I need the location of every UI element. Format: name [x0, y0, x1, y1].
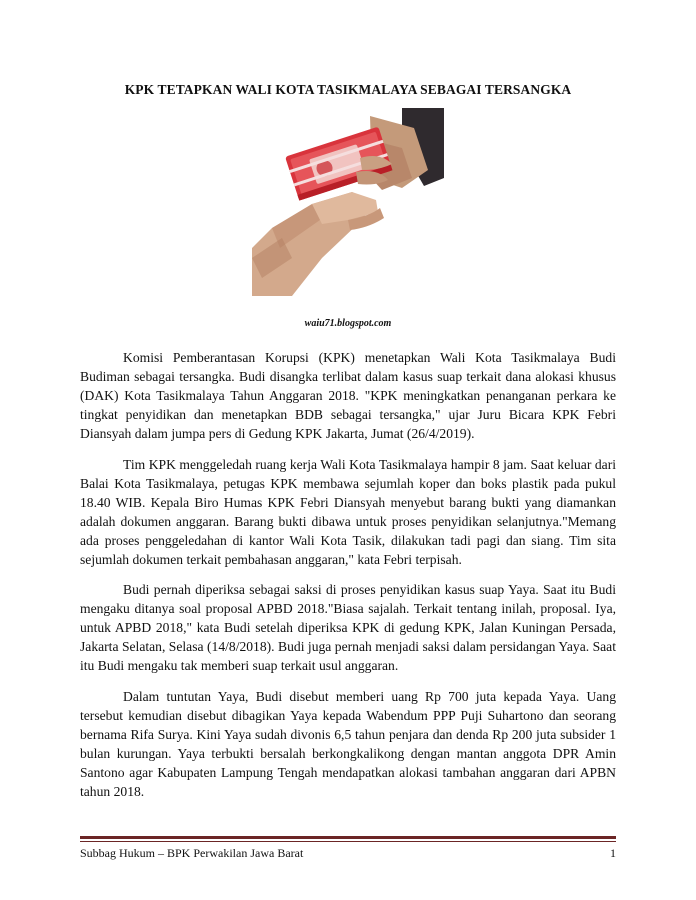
- paragraph-2: Tim KPK menggeledah ruang kerja Wali Kota Tasikmalaya hampir 8 jam. Saat keluar dari Balai Kota Tasikmalaya, petugas KPK membawa sejumlah koper dan boks plastik pada pukul 18.40 WIB. Kepala Biro Humas KPK Febri Diansyah menyebut barang bukti yang diamankan adalah dokumen anggaran. Barang bukti dibawa untuk proses penyidikan selanjutnya."Memang ada proses penggeledahan di kantor Wali Kota Tasik, dilakukan tadi pagi dan siang. Tim sita sejumlah dokumen terkait pembahasan anggaran," kata Febri terpisah.: [80, 456, 616, 567]
- paragraph-4: Dalam tuntutan Yaya, Budi disebut memberi uang Rp 700 juta kepada Yaya. Uang tersebut kemudian disebut dibagikan Yaya kepada Wabendum PPP Puji Suhartono dan seorang bernama Rifa Surya. Kini Yaya sudah divonis 6,5 tahun penjara dan denda Rp 200 juta subsider 1 bulan kurungan. Yaya terbukti bersalah berkongkalikong dengan mantan anggota DPR Amin Santono agar Kabupaten Lampung Tengah mendapatkan alokasi tambahan anggaran dari APBN tahun 2018.: [80, 688, 616, 799]
- article-photo: [252, 108, 444, 296]
- footer-organization: Subbag Hukum – BPK Perwakilan Jawa Barat: [80, 846, 304, 860]
- paragraph-3: Budi pernah diperiksa sebagai saksi di proses penyidikan kasus suap Yaya. Saat itu Budi mengaku ditanya soal proposal APBD 2018."Biasa sajalah. Terkait tentang inilah, proposal. Iya, untuk APBD 2018," kata Budi setelah diperiksa KPK di gedung KPK, Jalan Kuningan Persada, Jakarta Selatan, Selasa (14/8/2018). Budi juga pernah menjadi saksi dalam persidangan Yaya. Saat itu Budi mengaku tak memberi suap terkait usul anggaran.: [80, 582, 616, 673]
- paragraph-1: Komisi Pemberantasan Korupsi (KPK) menetapkan Wali Kota Tasikmalaya Budi Budiman sebagai tersangka. Budi disangka terlibat dalam kasus suap terkait dana alokasi khusus (DAK) Kota Tasikmalaya Tahun Anggaran 2018. "KPK meningkatkan penanganan perkara ke tingkat penyidikan dan menetapkan BDB sebagai tersangka," ujar Juru Bicara KPK Febri Diansyah dalam jumpa pers di Gedung KPK Jakarta, Jumat (26/4/2019).: [80, 350, 616, 441]
- money-handover-illustration: [252, 108, 444, 296]
- article-title: KPK TETAPKAN WALI KOTA TASIKMALAYA SEBAGAI TERSANGKA: [124, 82, 572, 97]
- footer-divider: [80, 836, 616, 842]
- page-number: 1: [610, 846, 616, 860]
- image-caption: waiu71.blogspot.com: [304, 318, 392, 329]
- article-body: [80, 348, 616, 812]
